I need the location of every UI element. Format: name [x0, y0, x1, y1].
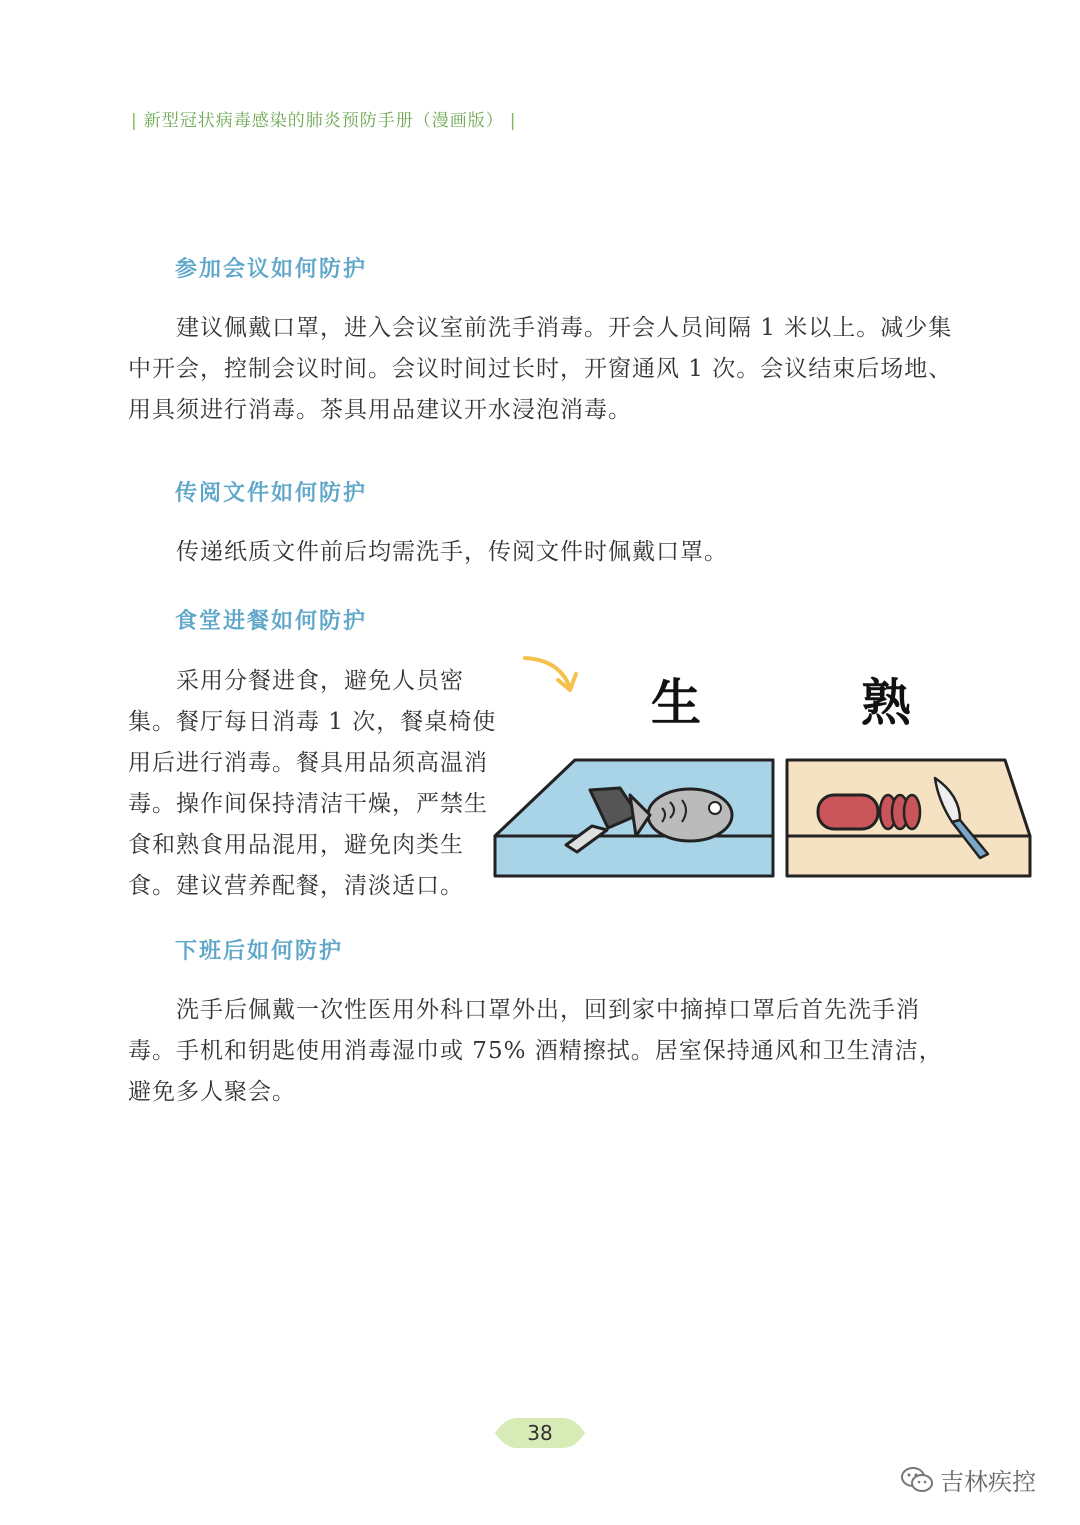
section-heading-canteen: 食堂进餐如何防护: [175, 608, 368, 634]
sausage-icon: [818, 795, 920, 829]
raw-cooked-cutting-boards-illustration: [490, 640, 1040, 900]
cooked-label: 熟: [861, 674, 911, 732]
header-title-text: 新型冠状病毒感染的肺炎预防手册（漫画版）: [143, 111, 504, 131]
section-heading-documents: 传阅文件如何防护: [175, 480, 368, 506]
page-number: 38: [527, 1421, 553, 1445]
watermark: [900, 1462, 1036, 1497]
section-heading-meeting: 参加会议如何防护: [175, 256, 368, 282]
arrow-icon: [525, 658, 576, 690]
section-text-after-work: 洗手后佩戴一次性医用外科口罩外出，回到家中摘掉口罩后首先洗手消毒。手机和钥匙使用消毒湿巾或 75% 酒精擦拭。居室保持通风和卫生清洁，避免多人聚会。: [128, 997, 943, 1105]
wechat-icon: [900, 1465, 934, 1495]
raw-label: 生: [651, 674, 701, 732]
header-title: | 新型冠状病毒感染的肺炎预防手册（漫画版） |: [131, 111, 517, 131]
page-number-badge: [495, 1414, 585, 1452]
section-text-canteen: 采用分餐进食，避免人员密集。餐厅每日消毒 1 次，餐桌椅使用后进行消毒。餐具用品须高温消毒。操作间保持清洁干燥，严禁生食和熟食用品混用，避免肉类生食。建议营养配餐，清淡适口。: [128, 668, 497, 899]
section-text-meeting: 建议佩戴口罩，进入会议室前洗手消毒。开会人员间隔 1 米以上。减少集中开会，控制会议时间。会议时间过长时，开窗通风 1 次。会议结束后场地、用具须进行消毒。茶具用品建议开水浸泡消毒。: [128, 315, 953, 423]
section-heading-after-work: 下班后如何防护: [175, 938, 344, 964]
watermark-text: 吉林疾控: [940, 1468, 1036, 1496]
section-text-documents: 传递纸质文件前后均需洗手，传阅文件时佩戴口罩。: [176, 539, 728, 565]
